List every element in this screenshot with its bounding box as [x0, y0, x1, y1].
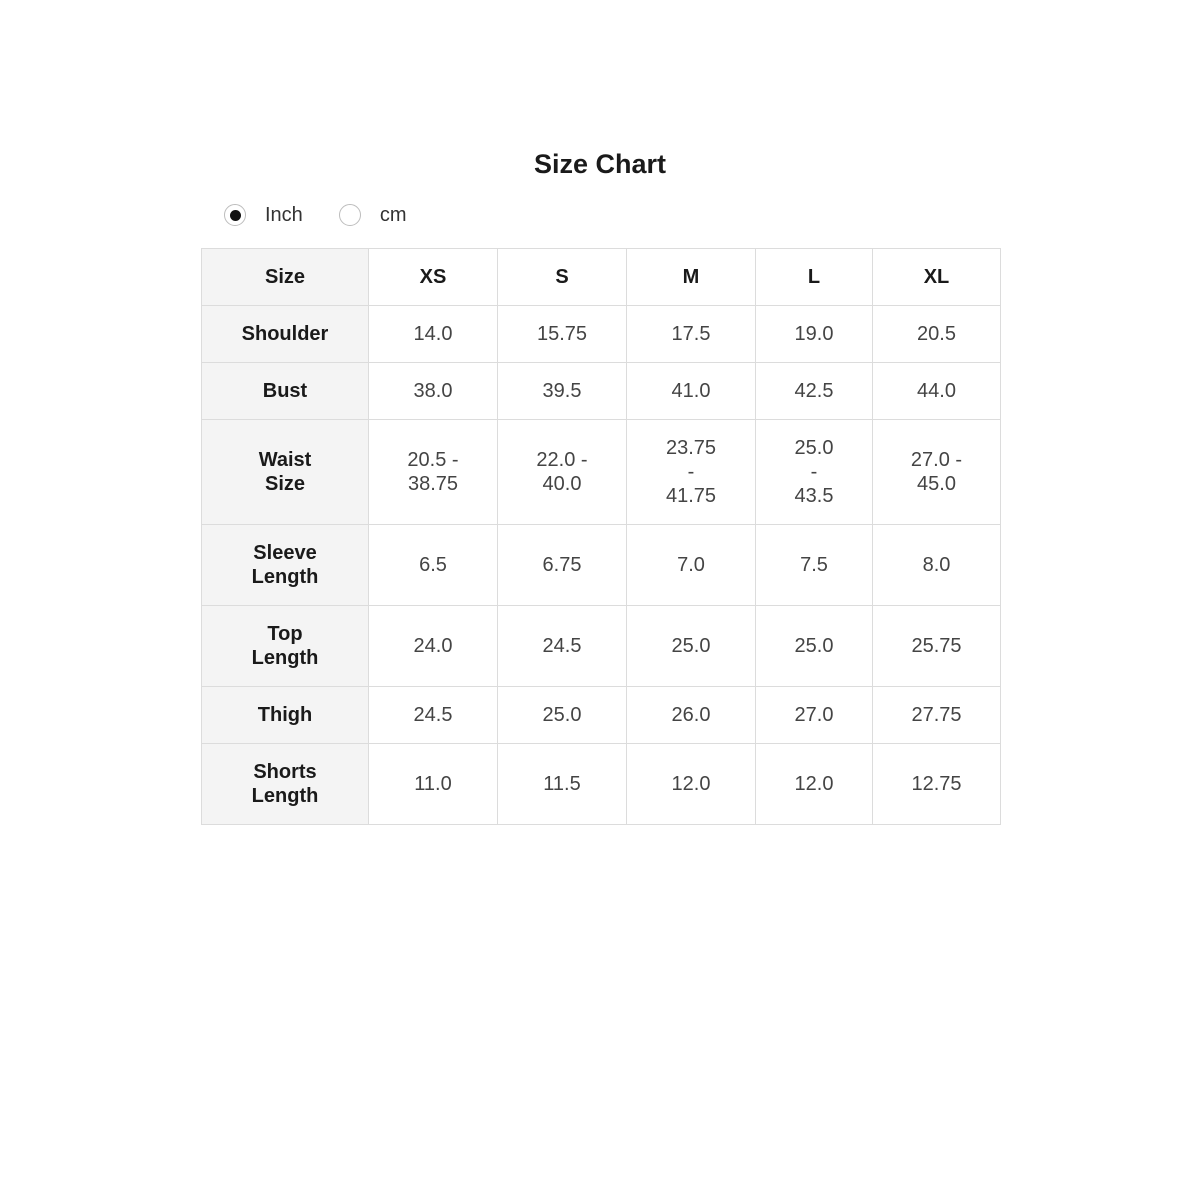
unit-option-inch[interactable] — [224, 204, 303, 227]
size-column-l: L — [756, 249, 873, 306]
table-cell: 22.0 - 40.0 — [498, 420, 627, 525]
size-header: Size — [202, 249, 369, 306]
table-cell: 12.0 — [627, 744, 756, 825]
table-row-shoulder — [202, 306, 1001, 363]
table-cell: 25.0 — [627, 606, 756, 687]
table-cell: 6.5 — [369, 525, 498, 606]
table-cell: 27.0 — [756, 687, 873, 744]
table-cell: 20.5 - 38.75 — [369, 420, 498, 525]
table-cell: 25.0 - 43.5 — [756, 420, 873, 525]
table-cell: 42.5 — [756, 363, 873, 420]
table-cell: 27.0 - 45.0 — [873, 420, 1001, 525]
cm-radio[interactable] — [339, 204, 361, 226]
table-cell: 39.5 — [498, 363, 627, 420]
table-header-row — [202, 249, 1001, 306]
table-cell: 12.0 — [756, 744, 873, 825]
table-cell: 7.0 — [627, 525, 756, 606]
table-cell: 24.5 — [369, 687, 498, 744]
table-cell: 15.75 — [498, 306, 627, 363]
table-cell: 25.0 — [756, 606, 873, 687]
unit-label-cm: cm — [379, 203, 407, 226]
table-cell: 24.0 — [369, 606, 498, 687]
table-row-top-length — [202, 606, 1001, 687]
row-label: Top Length — [202, 606, 369, 687]
row-label: Waist Size — [202, 420, 369, 525]
table-cell: 6.75 — [498, 525, 627, 606]
radio-selected-dot — [230, 210, 241, 221]
table-cell: 41.0 — [627, 363, 756, 420]
table-row-bust — [202, 363, 1001, 420]
size-table — [201, 248, 1001, 825]
table-cell: 26.0 — [627, 687, 756, 744]
table-cell: 25.75 — [873, 606, 1001, 687]
size-column-m: M — [627, 249, 756, 306]
table-cell: 12.75 — [873, 744, 1001, 825]
table-cell: 19.0 — [756, 306, 873, 363]
table-cell: 20.5 — [873, 306, 1001, 363]
row-label: Sleeve Length — [202, 525, 369, 606]
size-column-s: S — [498, 249, 627, 306]
row-label: Shoulder — [202, 306, 369, 363]
size-column-xs: XS — [369, 249, 498, 306]
table-cell: 44.0 — [873, 363, 1001, 420]
unit-option-cm[interactable] — [339, 204, 407, 227]
table-cell: 17.5 — [627, 306, 756, 363]
table-cell: 25.0 — [498, 687, 627, 744]
table-row-sleeve-length — [202, 525, 1001, 606]
table-row-waist-size — [202, 420, 1001, 525]
table-row-thigh — [202, 687, 1001, 744]
table-cell: 11.0 — [369, 744, 498, 825]
table-cell: 23.75 - 41.75 — [627, 420, 756, 525]
inch-radio[interactable] — [224, 204, 246, 226]
table-row-shorts-length — [202, 744, 1001, 825]
table-cell: 38.0 — [369, 363, 498, 420]
table-cell: 7.5 — [756, 525, 873, 606]
row-label: Thigh — [202, 687, 369, 744]
table-cell: 24.5 — [498, 606, 627, 687]
table-cell: 14.0 — [369, 306, 498, 363]
table-cell: 11.5 — [498, 744, 627, 825]
row-label: Shorts Length — [202, 744, 369, 825]
unit-label-inch: Inch — [265, 203, 303, 226]
unit-selector — [224, 200, 442, 230]
page-title: Size Chart — [533, 149, 667, 179]
row-label: Bust — [202, 363, 369, 420]
size-column-xl: XL — [873, 249, 1001, 306]
table-cell: 8.0 — [873, 525, 1001, 606]
table-cell: 27.75 — [873, 687, 1001, 744]
